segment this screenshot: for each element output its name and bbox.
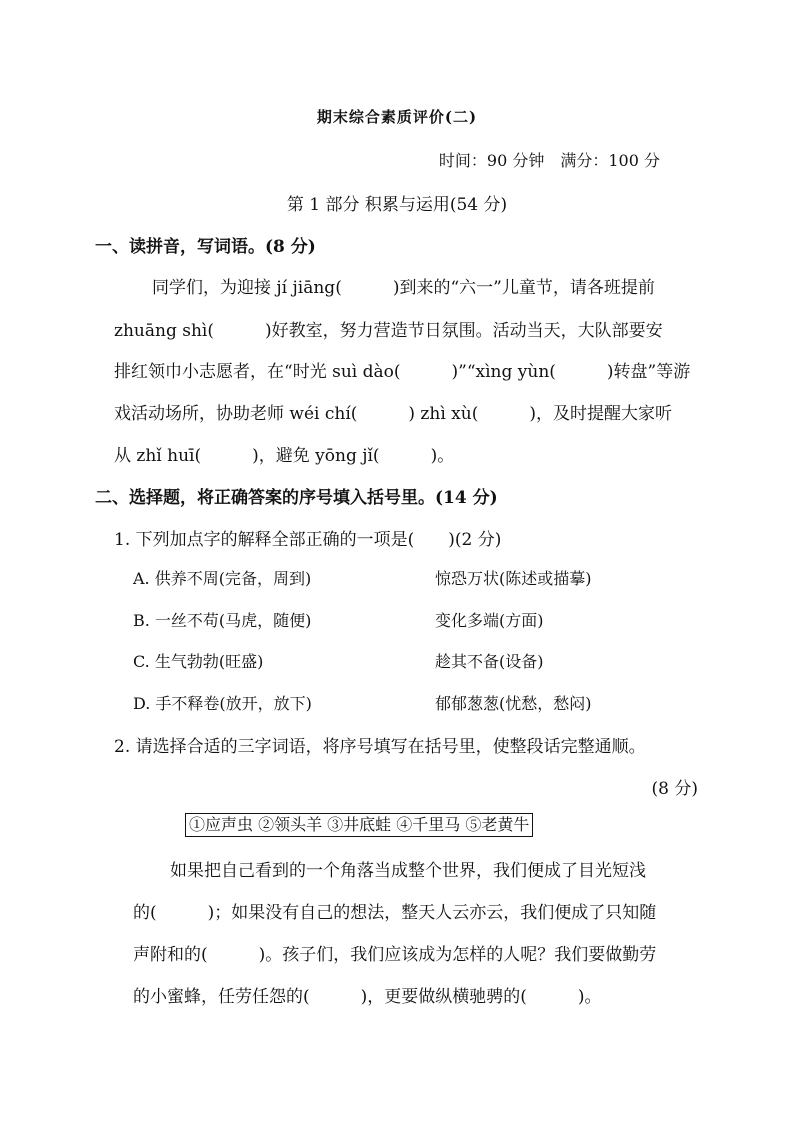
question-2-score: (8 分) [651,779,698,799]
pinyin-line-3: 排红领巾小志愿者，在“时光 suì dào( )”“xìng yùn( )转盘”等游 [114,362,691,382]
option-c-left: C. 生气勃勃(旺盛) [133,652,264,671]
page-title: 期末综合素质评价(二) [316,108,478,126]
section-2-heading: 二、选择题，将正确答案的序号填入括号里。(14 分) [95,488,498,508]
pinyin-line-1: 同学们，为迎接 jí jiāng( )到来的“六一”儿童节，请各班提前 [152,278,655,298]
option-a-left: A. 供养不周(完备，周到) [133,569,312,588]
option-b-right: 变化多端(方面) [435,611,544,630]
pinyin-line-2: zhuāng shì( )好教室，努力营造节日氛围。活动当天，大队部要安 [114,321,663,341]
option-c-right: 趁其不备(设备) [435,652,544,671]
word-choices-box: ①应声虫 ②领头羊 ③井底蛙 ④千里马 ⑤老黄牛 [185,813,533,837]
pinyin-line-4: 戏活动场所，协助老师 wéi chí( ) zhì xù( )，及时提醒大家听 [114,404,672,424]
exam-meta: 时间：90 分钟 满分：100 分 [438,151,660,170]
part-heading: 第 1 部分 积累与运用(54 分) [286,195,508,215]
passage-line-4: 的小蜜蜂，任劳任怨的( )，更要做纵横驰骋的( )。 [133,987,602,1007]
passage-line-2: 的( )；如果没有自己的想法，整天人云亦云，我们便成了只知随 [133,903,657,923]
option-d-right: 郁郁葱葱(忧愁，愁闷) [435,694,592,713]
option-d-left: D. 手不释卷(放开，放下) [133,694,312,713]
question-1-stem: 1. 下列加点字的解释全部正确的一项是( )(2 分) [114,530,502,550]
section-1-heading: 一、读拼音，写词语。(8 分) [95,237,316,257]
option-a-right: 惊恐万状(陈述或描摹) [435,569,592,588]
passage-line-3: 声附和的( )。孩子们，我们应该成为怎样的人呢？我们要做勤劳 [133,945,657,965]
passage-line-1: 如果把自己看到的一个角落当成整个世界，我们便成了目光短浅 [170,861,646,881]
question-2-stem: 2. 请选择合适的三字词语，将序号填写在括号里，使整段话完整通顺。 [114,737,646,757]
pinyin-line-5: 从 zhǐ huī( )，避免 yōng jǐ( )。 [114,446,455,466]
option-b-left: B. 一丝不苟(马虎，随便) [133,611,312,630]
